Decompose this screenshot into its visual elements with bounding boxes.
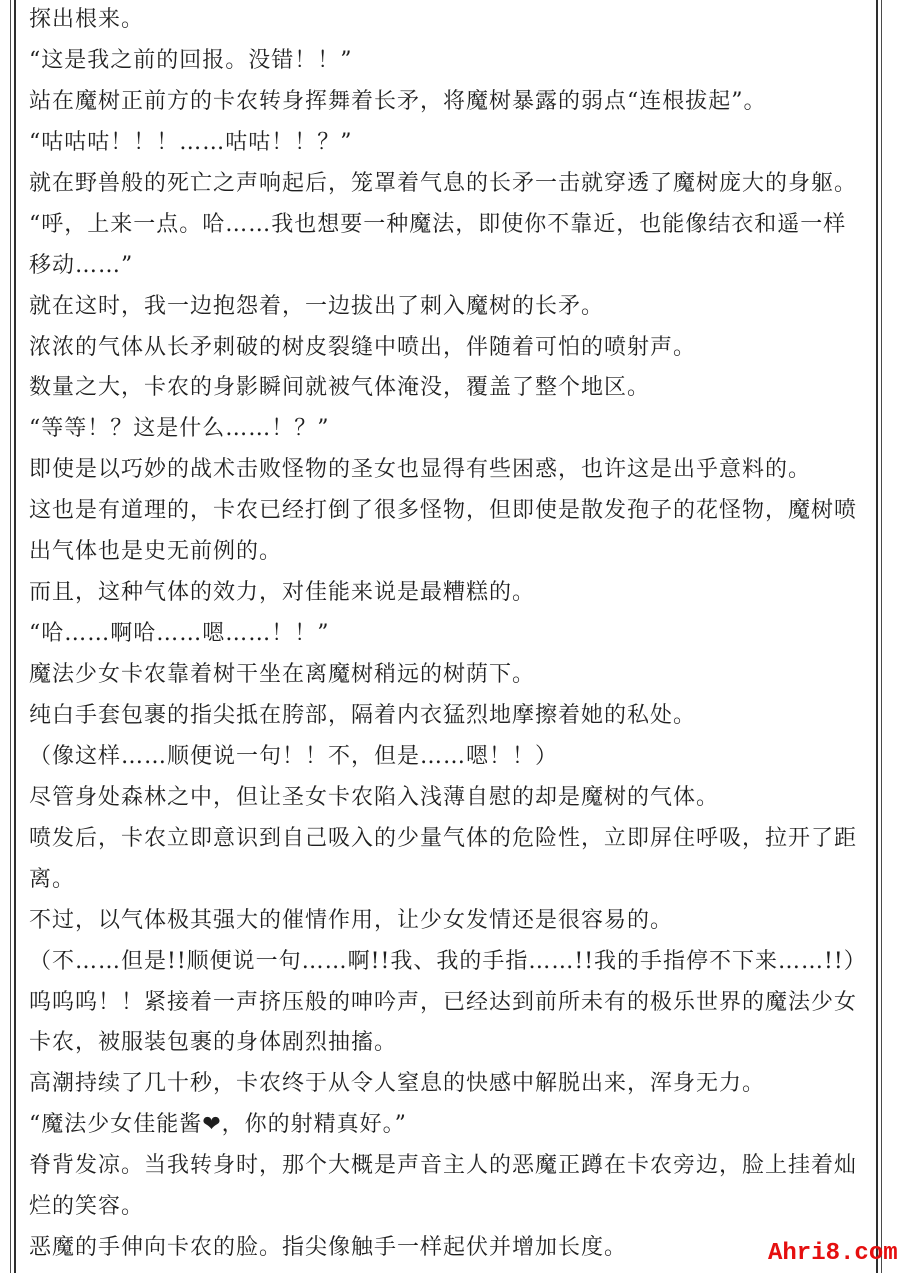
page-border-left	[10, 0, 16, 1273]
text-line: 出气体也是史无前例的。	[29, 539, 283, 565]
text-line: 站在魔树正前方的卡农转身挥舞着长矛，将魔树暴露的弱点“连根拔起”。	[29, 88, 767, 114]
text-line: 脊背发凉。当我转身时，那个大概是声音主人的恶魔正蹲在卡农旁边，脸上挂着灿	[29, 1153, 858, 1179]
page-border-right	[876, 0, 882, 1273]
text-line: 高潮持续了几十秒，卡农终于从令人窒息的快感中解脱出来，浑身无力。	[29, 1071, 766, 1097]
text-line: 这也是有道理的，卡农已经打倒了很多怪物，但即使是散发孢子的花怪物，魔树喷	[29, 498, 858, 524]
text-line: “咕咕咕！！！……咕咕！！？”	[29, 129, 353, 155]
text-line: 呜呜呜！！紧接着一声挤压般的呻吟声，已经达到前所未有的极乐世界的魔法少女	[29, 989, 858, 1015]
text-line: （不……但是!!顺便说一句……啊!!我、我的手指……!!我的手指停不下来……!!）	[29, 948, 867, 974]
text-line: 纯白手套包裹的指尖抵在胯部，隔着内衣猛烈地摩擦着她的私处。	[29, 702, 697, 728]
text-line: “呼，上来一点。哈……我也想要一种魔法，即使你不靠近，也能像结衣和遥一样	[29, 211, 847, 237]
text-line: （像这样……顺便说一句！！不，但是……嗯！！）	[29, 743, 559, 769]
text-line: 魔法少女卡农靠着树干坐在离魔树稍远的树荫下。	[29, 662, 536, 687]
text-line: 探出根来。	[29, 7, 145, 32]
text-line: 数量之大，卡农的身影瞬间就被气体淹没，覆盖了整个地区。	[29, 375, 651, 401]
text-line: “魔法少女佳能酱❤，你的射精真好。”	[29, 1112, 407, 1138]
text-line: 喷发后，卡农立即意识到自己吸入的少量气体的危险性，立即屏住呼吸，拉开了距	[29, 825, 858, 851]
novel-text	[29, 0, 871, 1269]
text-line: 即使是以巧妙的战术击败怪物的圣女也显得有些困惑，也许这是出乎意料的。	[29, 457, 812, 483]
text-line: 恶魔的手伸向卡农的脸。指尖像触手一样起伏并增加长度。	[29, 1235, 628, 1261]
text-line: 就在野兽般的死亡之声响起后，笼罩着气息的长矛一击就穿透了魔树庞大的身躯。	[29, 170, 858, 196]
text-line: “这是我之前的回报。没错！！”	[29, 47, 353, 73]
text-line: “等等！？这是什么……！？”	[29, 416, 330, 442]
text-line: “哈……啊哈……嗯……！！”	[29, 621, 330, 647]
watermark: Ahri8.com	[768, 1240, 898, 1267]
text-line: 卡农，被服装包裹的身体剧烈抽搐。	[29, 1030, 398, 1056]
text-line: 离。	[29, 866, 76, 892]
text-line: 不过，以气体极其强大的催情作用，让少女发情还是很容易的。	[29, 907, 674, 933]
text-line: 尽管身处森林之中，但让圣女卡农陷入浅薄自慰的却是魔树的气体。	[29, 784, 720, 810]
text-line: 就在这时，我一边抱怨着，一边拔出了刺入魔树的长矛。	[29, 293, 605, 319]
text-line: 而且，这种气体的效力，对佳能来说是最糟糕的。	[29, 580, 536, 606]
text-line: 烂的笑容。	[29, 1194, 145, 1220]
text-line: 浓浓的气体从长矛刺破的树皮裂缝中喷出，伴随着可怕的喷射声。	[29, 334, 697, 360]
text-line: 移动……”	[29, 252, 134, 278]
